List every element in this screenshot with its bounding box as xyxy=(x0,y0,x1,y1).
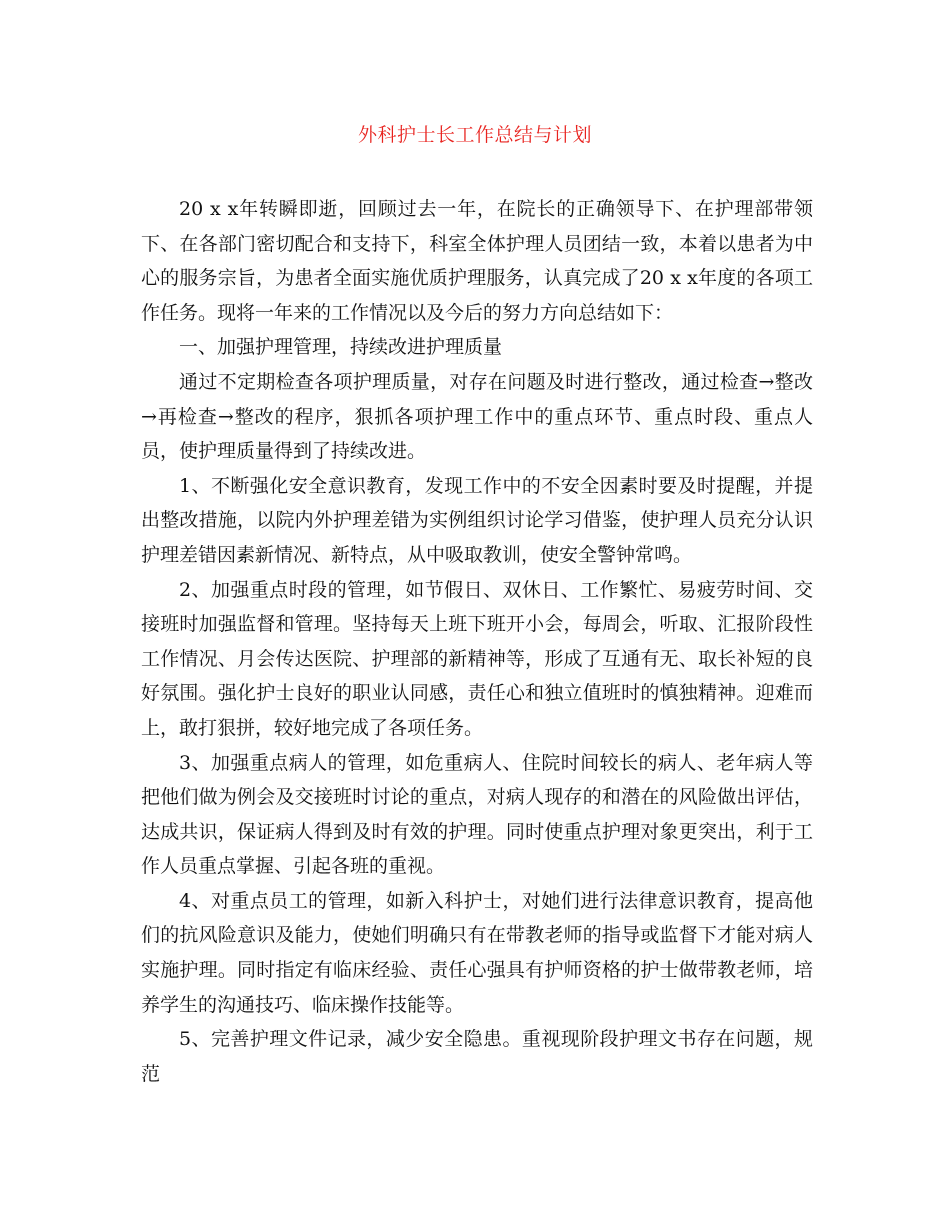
document-body xyxy=(141,192,813,1091)
document-title: 外科护士长工作总结与计划 xyxy=(357,124,592,146)
item-paragraph-1: 1、不断强化安全意识教育，发现工作中的不安全因素时要及时提醒，并提出整改措施，以院内外护理差错为实例组织讨论学习借鉴，使护理人员充分认识护理差错因素新情况、新特点，从中吸取教训，使安全警钟常鸣。 xyxy=(141,474,813,566)
item-paragraph-2: 2、加强重点时段的管理，如节假日、双休日、工作繁忙、易疲劳时间、交接班时加强监督和管理。坚持每天上班下班开小会，每周会，听取、汇报阶段性工作情况、月会传达医院、护理部的新精神等，形成了互通有无、取长补短的良好氛围。强化护士良好的职业认同感，责任心和独立值班时的慎独精神。迎难而上，敢打狠拼，较好地完成了各项任务。 xyxy=(141,578,813,739)
item-paragraph-5: 5、完善护理文件记录，减少安全隐患。重视现阶段护理文书存在问题，规范 xyxy=(141,1028,813,1085)
section-paragraph: 通过不定期检查各项护理质量，对存在问题及时进行整改，通过检查→整改→再检查→整改的程序，狠抓各项护理工作中的重点环节、重点时段、重点人员，使护理质量得到了持续改进。 xyxy=(141,370,813,463)
section-heading: 一、加强护理管理，持续改进护理质量 xyxy=(179,336,503,359)
intro-paragraph: 20 x x年转瞬即逝，回顾过去一年，在院长的正确领导下、在护理部带领下、在各部门密切配合和支持下，科室全体护理人员团结一致，本着以患者为中心的服务宗旨，为患者全面实施优质护理服务，认真完成了20 x x年度的各项工作任务。现将一年来的工作情况以及今后的努力方向总结如下： xyxy=(141,198,813,324)
item-paragraph-4: 4、对重点员工的管理，如新入科护士，对她们进行法律意识教育，提高他们的抗风险意识及能力，使她们明确只有在带教老师的指导或监督下才能对病人实施护理。同时指定有临床经验、责任心强具有护师资格的护士做带教老师，培养学生的沟通技巧、临床操作技能等。 xyxy=(141,889,813,1016)
item-paragraph-3: 3、加强重点病人的管理，如危重病人、住院时间较长的病人、老年病人等把他们做为例会及交接班时讨论的重点，对病人现存的和潜在的风险做出评估，达成共识，保证病人得到及时有效的护理。同时使重点护理对象更突出，利于工作人员重点掌握、引起各班的重视。 xyxy=(141,751,813,878)
